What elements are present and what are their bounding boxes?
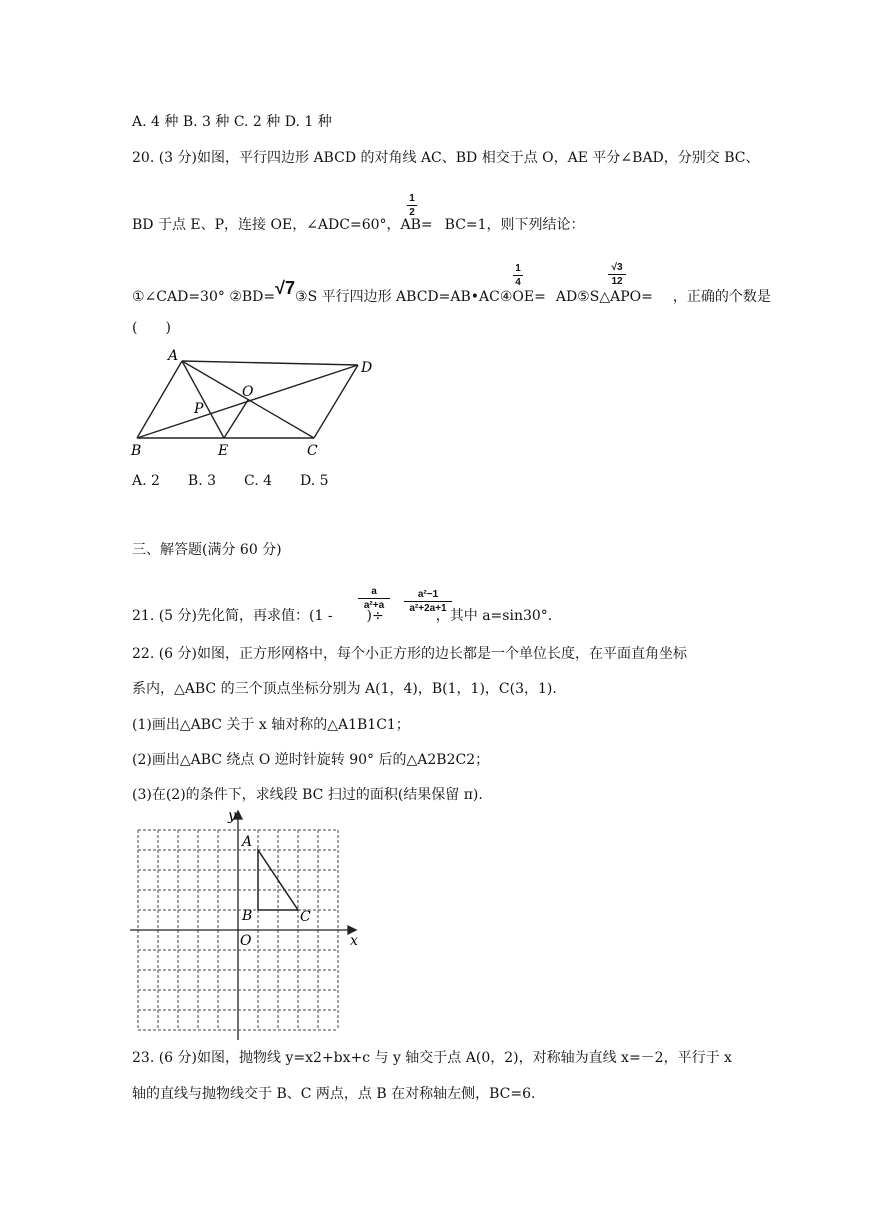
q20-line3-b: ③S 平行四边形 ABCD=AB•AC④OE= — [295, 289, 546, 305]
q22-part3: (3)在(2)的条件下，求线段 BC 扫过的面积(结果保留 π). — [132, 787, 483, 803]
q19-options: A. 4 种 B. 3 种 C. 2 种 D. 1 种 — [132, 114, 332, 130]
q22-part2: (2)画出△ABC 绕点 O 逆时针旋转 90° 后的△A2B2C2； — [132, 752, 490, 768]
q21-mid: )÷ — [366, 608, 384, 624]
q22-line1: 22. (6 分)如图，正方形网格中，每个小正方形的边长都是一个单位长度，在平面直角坐标 — [132, 646, 687, 662]
label-A: A — [242, 834, 253, 850]
axis-label-y: y — [228, 808, 236, 824]
label-E: E — [218, 443, 229, 459]
label-D: D — [361, 360, 373, 376]
axis-label-x: x — [350, 933, 358, 949]
q20-answer-blank: ( ) — [132, 320, 171, 336]
q22-coordinate-grid — [128, 805, 368, 1045]
q20-line3-d: ，正确的个数是 — [672, 289, 771, 305]
q20-line3-c: AD⑤S△APO= — [555, 289, 653, 305]
q23-line1: 23. (6 分)如图，抛物线 y=x2+bx+c 与 y 轴交于点 A(0，2)，对称轴为直线 x=－2，平行于 x — [132, 1050, 732, 1066]
q22-line2: 系内，△ABC 的三个顶点坐标分别为 A(1，4)，B(1，1)，C(3，1). — [132, 681, 557, 697]
q20-options: A. 2 B. 3 C. 4 D. 5 — [132, 473, 329, 489]
q20-parallelogram-figure — [128, 345, 388, 465]
label-B: B — [242, 908, 253, 924]
q21-prefix: 21. (5 分)先化简，再求值：(1 - — [132, 608, 333, 624]
label-C: C — [300, 909, 311, 925]
label-P: P — [194, 401, 204, 417]
label-O: O — [242, 384, 254, 400]
q20-line2-a: BD 于点 E、P，连接 OE，∠ADC=60°，AB= — [132, 217, 433, 233]
frac-denominator: 4 — [515, 277, 521, 288]
label-A: A — [168, 348, 179, 364]
label-O: O — [240, 933, 252, 949]
section3-title: 三、解答题(满分 60 分) — [132, 542, 282, 558]
frac-denominator: a²+2a+1 — [409, 603, 447, 614]
frac-numerator: 1 — [515, 263, 521, 274]
frac-denominator: 12 — [611, 276, 623, 287]
frac-numerator: a²−1 — [417, 589, 439, 600]
q21-line — [132, 606, 562, 626]
label-B: B — [131, 443, 142, 459]
frac-numerator: a — [371, 586, 377, 597]
sqrt7: √7 — [275, 278, 296, 298]
q20-line3-a: ①∠CAD=30° ②BD= — [132, 289, 276, 305]
q21-suffix: ，其中 a=sin30°． — [435, 608, 562, 624]
q20-line2 — [132, 215, 585, 235]
q20-line2-b: BC=1，则下列结论： — [444, 217, 585, 233]
q23-line2: 轴的直线与抛物线交于 B、C 两点，点 B 在对称轴左侧，BC=6. — [132, 1086, 536, 1102]
edge-DC — [314, 365, 358, 438]
label-C: C — [307, 443, 318, 459]
edge-BA — [137, 361, 182, 438]
q20-frac-root3 — [608, 262, 626, 287]
q22-part1: (1)画出△ABC 关于 x 轴对称的△A1B1C1； — [132, 717, 410, 733]
frac-denominator: 2 — [409, 207, 415, 218]
frac-numerator: √3 — [611, 262, 623, 273]
frac-denominator: a²+a — [363, 600, 385, 611]
frac-numerator: 1 — [409, 193, 415, 204]
q20-line1: 20. (3 分)如图，平行四边形 ABCD 的对角线 AC、BD 相交于点 O，AE 平分∠BAD，分别交 BC、 — [132, 150, 760, 166]
edge-AD — [182, 361, 358, 365]
